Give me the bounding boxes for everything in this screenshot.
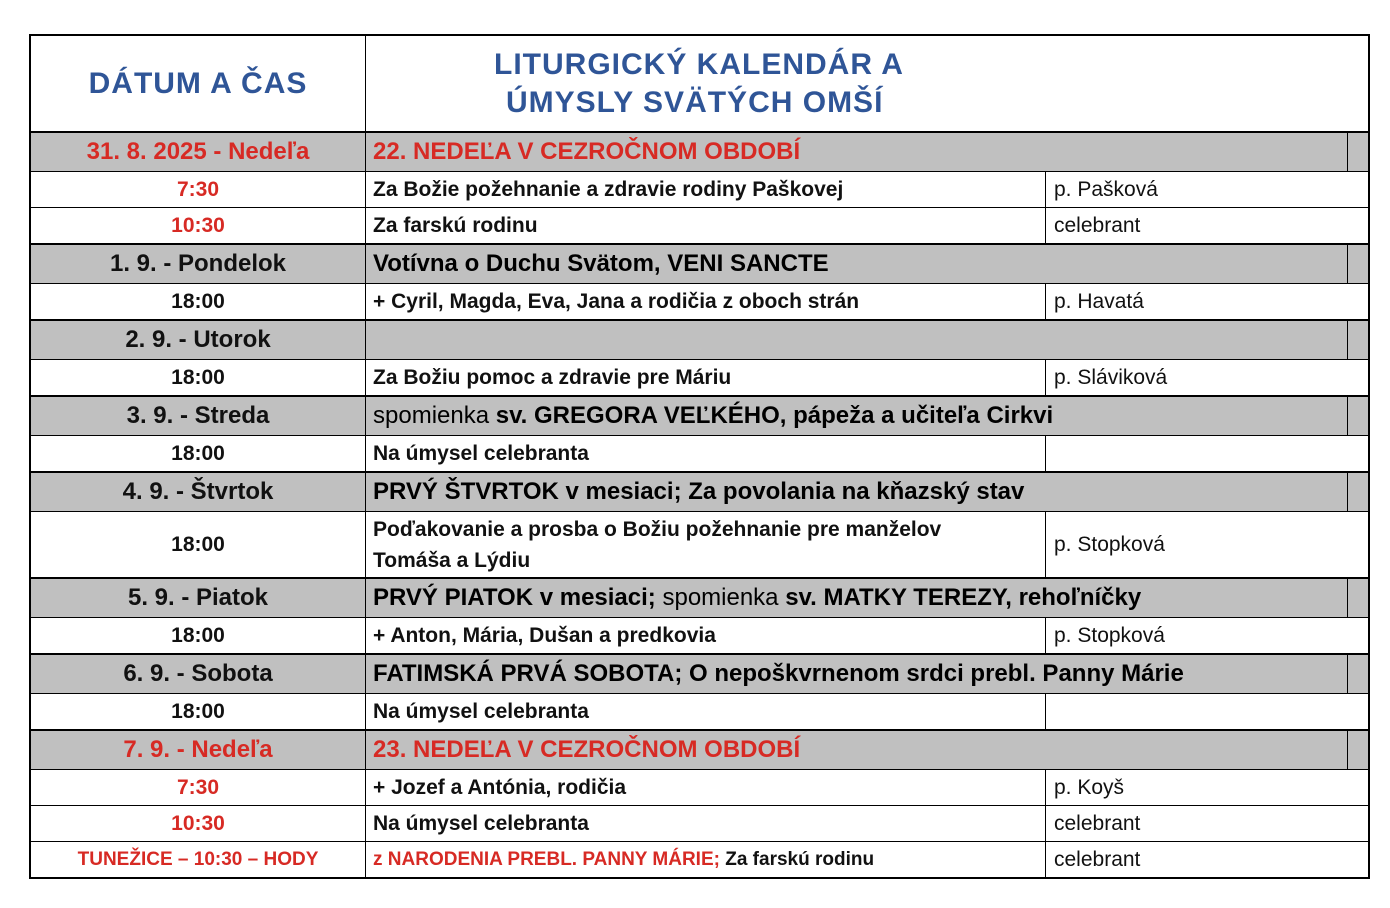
day-row bbox=[31, 395, 1368, 435]
mass-time: 18:00 bbox=[31, 436, 366, 471]
mass-intention: Za Božiu pomoc a zdravie pre Máriu bbox=[366, 360, 1046, 395]
mass-donor: p. Stopková bbox=[1054, 532, 1165, 556]
mass-intention: Za farskú rodinu bbox=[366, 208, 1046, 243]
mass-row bbox=[31, 841, 1368, 877]
mass-row bbox=[31, 283, 1368, 319]
day-title-main: sv. GREGORA VEĽKÉHO, pápeža a učiteľa Cirkvi bbox=[495, 402, 1054, 429]
mass-time: 18:00 bbox=[31, 512, 366, 577]
day-title bbox=[366, 397, 1348, 435]
mass-time: 18:00 bbox=[31, 360, 366, 395]
mass-donor: p. Koyš bbox=[1054, 775, 1125, 799]
day-row bbox=[31, 243, 1368, 283]
day-row bbox=[31, 319, 1368, 359]
day-title-end: sv. MATKY TEREZY, rehoľníčky bbox=[785, 584, 1142, 611]
mass-row bbox=[31, 511, 1368, 577]
mass-intention-feast: z NARODENIA PREBL. PANNY MÁRIE; bbox=[373, 848, 720, 870]
mass-intention-text: Za farskú rodinu bbox=[725, 848, 875, 870]
day-date: 6. 9. - Sobota bbox=[31, 655, 366, 693]
mass-donor: celebrant bbox=[1054, 213, 1141, 237]
mass-donor bbox=[1046, 436, 1368, 471]
mass-time: 18:00 bbox=[31, 694, 366, 729]
mass-row bbox=[31, 435, 1368, 471]
title-line-2: ÚMYSLY SVÄTÝCH OMŠÍ bbox=[506, 85, 884, 119]
mass-row bbox=[31, 359, 1368, 395]
day-title: 22. NEDEĽA V CEZROČNOM OBDOBÍ bbox=[366, 133, 1348, 171]
mass-row bbox=[31, 769, 1368, 805]
mass-donor: celebrant bbox=[1054, 847, 1141, 871]
day-row-end bbox=[1348, 473, 1368, 511]
mass-intention: + Cyril, Magda, Eva, Jana a rodičia z oboch strán bbox=[366, 284, 1046, 319]
mass-intention-line-2: Tomáša a Lýdiu bbox=[373, 548, 531, 572]
mass-row bbox=[31, 693, 1368, 729]
day-title-main: PRVÝ PIATOK v mesiaci; bbox=[373, 584, 656, 611]
mass-row bbox=[31, 805, 1368, 841]
mass-donor: p. Sláviková bbox=[1054, 365, 1168, 389]
mass-row bbox=[31, 207, 1368, 243]
mass-time: TUNEŽICE – 10:30 – HODY bbox=[31, 842, 366, 877]
mass-time: 7:30 bbox=[31, 172, 366, 207]
day-row-end bbox=[1348, 397, 1368, 435]
mass-time: 7:30 bbox=[31, 770, 366, 805]
mass-intention: + Jozef a Antónia, rodičia bbox=[366, 770, 1046, 805]
liturgical-calendar-table bbox=[29, 34, 1370, 879]
day-title: FATIMSKÁ PRVÁ SOBOTA; O nepoškvrnenom srdci prebl. Panny Márie bbox=[366, 655, 1348, 693]
calendar-title bbox=[366, 36, 1368, 131]
mass-donor: celebrant bbox=[1054, 811, 1141, 835]
day-date: 2. 9. - Utorok bbox=[31, 321, 366, 359]
mass-intention: Za Božie požehnanie a zdravie rodiny Paškovej bbox=[366, 172, 1046, 207]
day-date: 4. 9. - Štvrtok bbox=[31, 473, 366, 511]
day-row bbox=[31, 131, 1368, 171]
day-title-mid: spomienka bbox=[662, 584, 779, 611]
mass-donor: p. Pašková bbox=[1054, 177, 1158, 201]
day-row bbox=[31, 577, 1368, 617]
day-row-end bbox=[1348, 245, 1368, 283]
mass-time: 18:00 bbox=[31, 618, 366, 653]
mass-time: 10:30 bbox=[31, 806, 366, 841]
mass-donor bbox=[1046, 694, 1368, 729]
day-row-end bbox=[1348, 321, 1368, 359]
day-row-end bbox=[1348, 731, 1368, 769]
mass-intention: Na úmysel celebranta bbox=[366, 694, 1046, 729]
day-title-prefix: spomienka bbox=[373, 402, 490, 429]
day-title: Votívna o Duchu Svätom, VENI SANCTE bbox=[366, 245, 1348, 283]
day-title bbox=[366, 579, 1348, 617]
table-header-row bbox=[31, 36, 1368, 131]
day-date: 1. 9. - Pondelok bbox=[31, 245, 366, 283]
mass-row bbox=[31, 171, 1368, 207]
mass-intention: Na úmysel celebranta bbox=[366, 806, 1046, 841]
mass-time: 10:30 bbox=[31, 208, 366, 243]
day-date: 5. 9. - Piatok bbox=[31, 579, 366, 617]
mass-row bbox=[31, 617, 1368, 653]
day-row-end bbox=[1348, 655, 1368, 693]
title-line-1: LITURGICKÝ KALENDÁR A bbox=[494, 47, 904, 81]
day-title: PRVÝ ŠTVRTOK v mesiaci; Za povolania na kňazský stav bbox=[366, 473, 1348, 511]
mass-donor: p. Havatá bbox=[1054, 289, 1144, 313]
day-date: 31. 8. 2025 - Nedeľa bbox=[31, 133, 366, 171]
day-row-end bbox=[1348, 579, 1368, 617]
day-row bbox=[31, 471, 1368, 511]
mass-intention: Na úmysel celebranta bbox=[366, 436, 1046, 471]
day-row bbox=[31, 653, 1368, 693]
day-title: 23. NEDEĽA V CEZROČNOM OBDOBÍ bbox=[366, 731, 1348, 769]
day-date: 3. 9. - Streda bbox=[31, 397, 366, 435]
day-row bbox=[31, 729, 1368, 769]
day-row-end bbox=[1348, 133, 1368, 171]
mass-donor: p. Stopková bbox=[1054, 623, 1165, 647]
mass-time: 18:00 bbox=[31, 284, 366, 319]
day-title bbox=[366, 321, 1348, 359]
mass-intention bbox=[366, 842, 1046, 877]
mass-intention: + Anton, Mária, Dušan a predkovia bbox=[366, 618, 1046, 653]
date-time-column-header: DÁTUM A ČAS bbox=[31, 36, 366, 131]
mass-intention-line-1: Poďakovanie a prosba o Božiu požehnanie pre manželov bbox=[373, 517, 942, 541]
day-date: 7. 9. - Nedeľa bbox=[31, 731, 366, 769]
mass-intention bbox=[366, 512, 1046, 577]
